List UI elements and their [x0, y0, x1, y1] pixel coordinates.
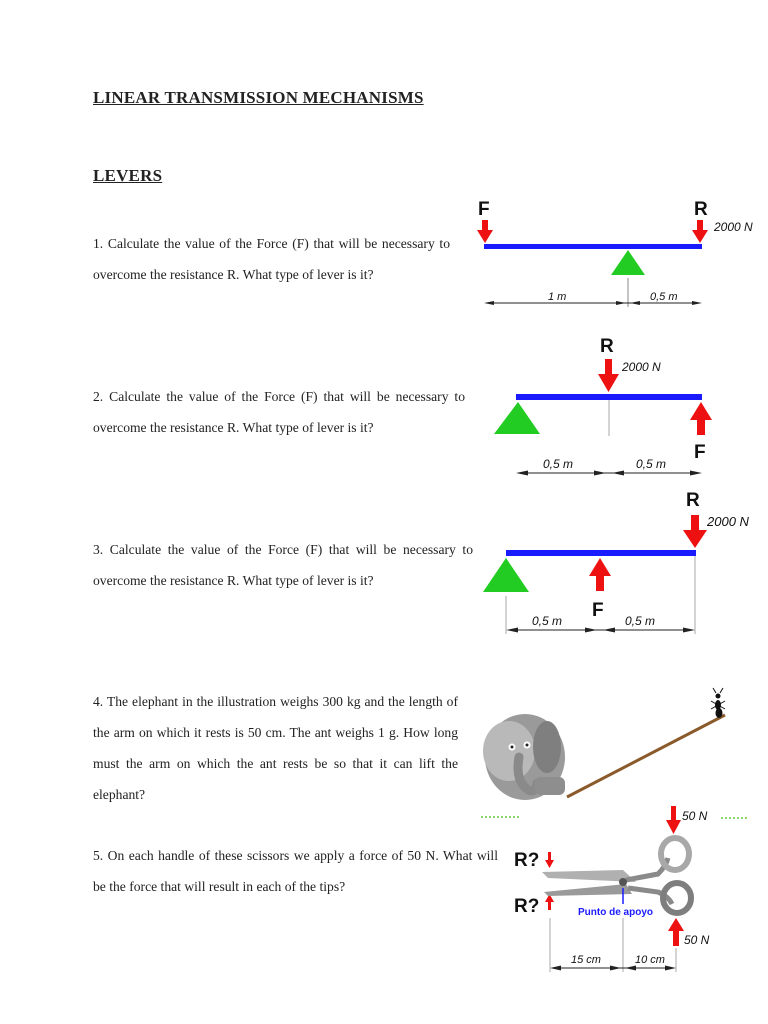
dimension-arrowhead	[665, 966, 676, 971]
ant-illustration	[711, 688, 725, 718]
resistance-label: R	[694, 199, 708, 220]
page-title: LINEAR TRANSMISSION MECHANISMS	[93, 88, 424, 107]
fulcrum	[611, 250, 645, 275]
fulcrum	[483, 558, 529, 592]
resistance-arrow-down	[683, 515, 707, 548]
dimension-arrowhead	[690, 471, 702, 476]
force-label: F	[478, 199, 490, 220]
fulcrum	[494, 402, 540, 434]
question-2: 2. Calculate the value of the Force (F) that will be necessary to overcome the resistance R. What type of lever is it?	[93, 389, 465, 435]
dimension-arrowhead	[484, 301, 494, 305]
distance-label-left: 15 cm	[571, 954, 601, 966]
resistance-arrow-down	[598, 359, 619, 392]
dimension-arrowhead	[612, 471, 624, 476]
dimension-arrowhead	[603, 628, 615, 633]
dimension-arrowhead	[506, 628, 518, 633]
scissors-illustration	[542, 838, 691, 913]
tip-arrow-up	[545, 894, 554, 910]
distance-label-right: 10 cm	[635, 954, 665, 966]
force-top-value: 50 N	[682, 809, 708, 823]
distance-label-right: 0,5 m	[650, 291, 678, 303]
resistance-value: 2000 N	[714, 220, 753, 234]
resistance-value: 2000 N	[622, 360, 661, 374]
lever-diagram-1	[470, 195, 760, 315]
force-label: F	[694, 442, 706, 463]
question-3: 3. Calculate the value of the Force (F) that will be necessary to overcome the resistance R. What type of lever is it?	[93, 542, 473, 588]
distance-label-left: 0,5 m	[543, 457, 574, 471]
question-4: 4. The elephant in the illustration weighs 300 kg and the length of the arm on which it rests is 50 cm. The ant weighs 1 g. How long must the arm on which the ant rests be so that it can lift the elephant?	[93, 694, 458, 802]
dimension-arrowhead	[692, 301, 702, 305]
scissors-diagram	[508, 800, 763, 980]
resistance-value: 2000 N	[707, 514, 749, 529]
dimension-arrowhead	[585, 628, 597, 633]
beam	[484, 244, 702, 249]
distance-label-right: 0,5 m	[636, 457, 667, 471]
force-arrow-down	[666, 806, 681, 834]
lever-diagram-3	[478, 484, 763, 644]
dimension-arrowhead	[516, 471, 528, 476]
force-label: F	[592, 600, 604, 621]
dimension-arrowhead	[594, 471, 606, 476]
force-arrow-up	[668, 918, 684, 946]
beam	[506, 550, 696, 556]
distance-label-left: 1 m	[548, 291, 567, 303]
force-bottom-value: 50 N	[684, 933, 710, 947]
dimension-arrowhead	[625, 966, 636, 971]
lever-arm	[567, 715, 725, 797]
force-arrow-down	[477, 220, 493, 243]
dimension-arrowhead	[616, 301, 626, 305]
distance-label-left: 0,5 m	[532, 614, 563, 628]
question-1: 1. Calculate the value of the Force (F) that will be necessary to overcome the resistance R. What type of lever is it?	[93, 236, 450, 282]
resistance-arrow-down	[692, 220, 708, 243]
resistance-label: R	[686, 490, 700, 511]
force-arrow-up	[589, 558, 611, 591]
fulcrum-label: Punto de apoyo	[578, 907, 653, 918]
dimension-arrowhead	[630, 301, 640, 305]
elephant-illustration	[483, 714, 565, 800]
tip-arrow-down	[545, 852, 554, 868]
beam	[516, 394, 702, 400]
tip-force-top-label: R?	[514, 850, 540, 871]
dimension-arrowhead	[683, 628, 695, 633]
dimension-arrowhead	[550, 966, 561, 971]
resistance-label: R	[600, 336, 614, 357]
distance-label-right: 0,5 m	[625, 614, 656, 628]
force-arrow-up	[690, 402, 712, 435]
lever-diagram-2	[488, 330, 768, 480]
tip-force-bottom-label: R?	[514, 896, 540, 917]
question-5: 5. On each handle of these scissors we apply a force of 50 N. What will be the force that will result in each of the tips?	[93, 848, 498, 894]
section-title: LEVERS	[93, 166, 163, 185]
dimension-arrowhead	[610, 966, 621, 971]
